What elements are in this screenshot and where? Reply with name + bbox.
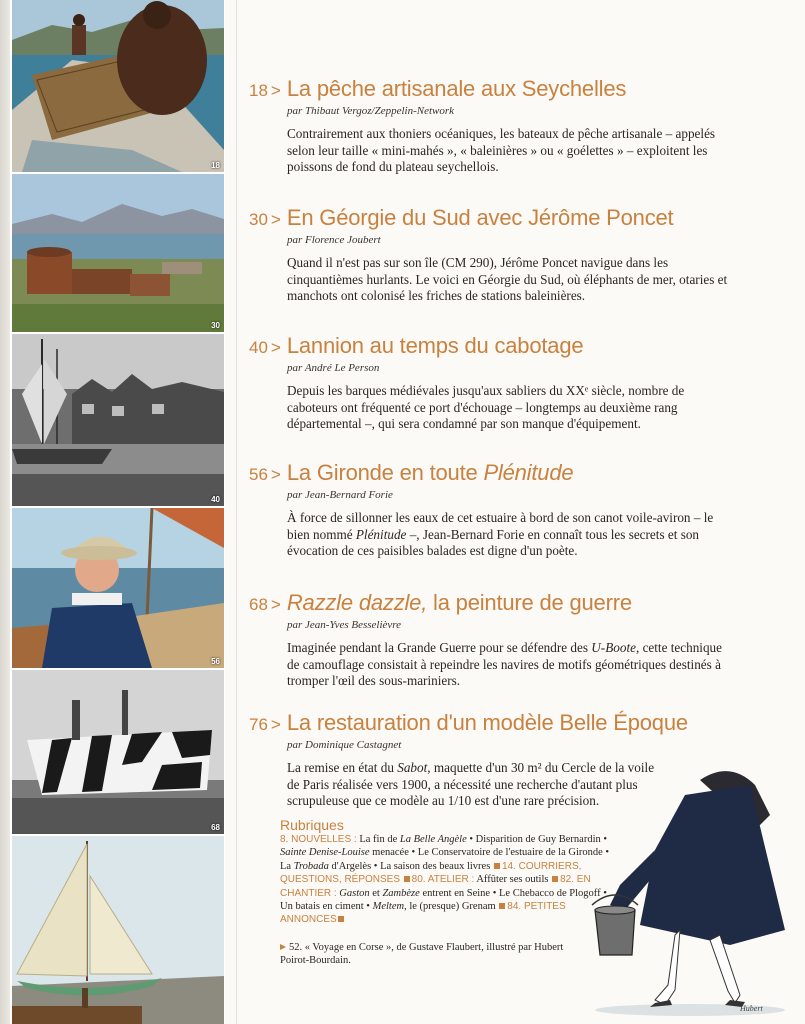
summary-part: Imaginée pendant la Grande Guerre pour se défendre des (287, 640, 592, 655)
square-bullet-icon (338, 916, 344, 922)
rubrique-atelier[interactable]: 80. ATELIER : (411, 874, 475, 886)
article-arrow: > (270, 595, 281, 614)
article-header (249, 590, 749, 616)
illustration-man-with-bucket (580, 755, 795, 1020)
article-page-number: 40 (249, 338, 268, 357)
article-gironde (249, 460, 749, 560)
article-seychelles (249, 76, 749, 176)
article-title (287, 460, 574, 486)
square-bullet-icon (404, 876, 410, 882)
article-header (249, 205, 749, 231)
article-header (249, 460, 749, 486)
rubriques-list (280, 833, 615, 927)
photo-seychelles-fishermen (12, 0, 224, 172)
illustration-footnote (280, 941, 580, 968)
article-page-number: 56 (249, 465, 268, 484)
triangle-bullet-icon (280, 944, 286, 950)
article-author: par Thibaut Vergoz/Zeppelin-Network (287, 105, 455, 117)
article-arrow: > (270, 81, 281, 100)
article-arrow: > (270, 338, 281, 357)
summary-part: maquette d'un 30 m² du Cercle de la voile de Paris réalisée vers 1900, a nécessité une recherche d'autant plus scrupuleuse que ce modèle au 1/10 est d'une rare précision. (287, 760, 655, 808)
photo-man-on-canoe (12, 508, 224, 668)
photo-georgia-whaling-station (12, 174, 224, 332)
photo-dazzle-ship (12, 670, 224, 834)
photo-page-number: 30 (211, 321, 220, 330)
article-georgie-du-sud (249, 205, 749, 305)
article-summary (287, 640, 737, 690)
article-author: par Florence Joubert (287, 234, 381, 246)
photo-model-sailboat (12, 836, 224, 1024)
article-title (287, 590, 632, 616)
article-page-number: 30 (249, 210, 268, 229)
square-bullet-icon (499, 903, 505, 909)
article-header (249, 333, 749, 359)
article-summary: Depuis les barques médiévales jusqu'aux sabliers du XXᵉ siècle, nombre de caboteurs ont fréquenté ce port d'échouage – longtemps au deuxième rang départemental –, qui sera condamné par son manque d'équipement. (287, 383, 685, 431)
article-razzle-dazzle (249, 590, 749, 690)
article-title: La pêche artisanale aux Seychelles (286, 76, 627, 101)
article-author: par André Le Person (287, 362, 380, 374)
article-header (249, 76, 749, 102)
summary-part: À force de sillonner les eaux de cet estuaire à bord de son canot voile-aviron – le bien nommé (287, 510, 714, 542)
article-page-number: 68 (249, 595, 268, 614)
article-header (249, 710, 749, 736)
rubrique-text: entrent en Seine • Le Chebacco de Plogoff • Un batais en ciment • (280, 887, 607, 913)
article-title: La restauration d'un modèle Belle Époque (286, 710, 688, 735)
article-summary: Contrairement aux thoniers océaniques, les bateaux de pêche artisanale – appelés selon leur taille « mini-mahés », « baleinières » ou « goélettes » – exploitent les poissons de fond du plateau seychellois. (287, 126, 716, 174)
rubrique-text-italic: Sainte Denise-Louise (280, 847, 370, 859)
article-author: par Dominique Castagnet (287, 739, 402, 751)
article-lannion (249, 333, 749, 433)
rubrique-text: et (369, 887, 383, 899)
article-arrow: > (270, 210, 281, 229)
summary-part: –, Jean-Bernard Forie en connaît tous les secrets et son évocation de ces paisibles balades est digne d'un poète. (287, 526, 700, 558)
photo-page-number: 68 (211, 823, 220, 832)
article-title-part: La Gironde en toute (286, 460, 484, 485)
photo-lannion-port (12, 334, 224, 506)
rubrique-courriers[interactable]: 14. COURRIERS, QUESTIONS, RÉPONSES (280, 860, 582, 886)
rubrique-text: • Disparition de Guy Bernardin • (466, 834, 608, 845)
rubrique-text-italic: Trobada (293, 860, 329, 872)
rubrique-text-italic: La Belle Angèle (399, 834, 467, 845)
square-bullet-icon (552, 876, 558, 882)
rubrique-text-italic: Meltem, (372, 901, 407, 913)
rubrique-text: le (presque) Grenam (406, 901, 496, 913)
rubrique-text: Affûter ses outils (474, 874, 549, 886)
rubriques-section (280, 817, 615, 927)
rubrique-nouvelles[interactable]: 8. NOUVELLES : (280, 834, 357, 845)
photo-page-number: 56 (211, 657, 220, 666)
summary-part: , cette technique de camouflage consistait à repeindre les navires de motifs géométriques destinés à tromper l'œil des sous-mariniers. (287, 640, 723, 688)
summary-part: La remise en état du (287, 760, 398, 775)
article-author: par Jean-Yves Besselièvre (287, 619, 402, 631)
article-title-italic: Plénitude (483, 460, 574, 485)
rubrique-chantier[interactable]: 82. EN CHANTIER : (280, 874, 591, 899)
article-title: Lannion au temps du cabotage (286, 333, 584, 358)
illustration-signature: Hubert (740, 1004, 763, 1013)
article-title-italic: Razzle dazzle, (286, 590, 428, 615)
rubriques-title: Rubriques (280, 817, 344, 833)
summary-italic: U-Boote (591, 640, 636, 655)
rubrique-text: d'Argelès • La saison des beaux livres (328, 860, 491, 872)
rubrique-text: La fin de (356, 834, 400, 845)
photo-page-number: 18 (211, 161, 220, 170)
article-page-number: 18 (249, 81, 268, 100)
article-author: par Jean-Bernard Forie (287, 489, 393, 501)
rubrique-text-italic: Zambèze (382, 887, 420, 899)
rubrique-text: menacée • Le Conservatoire de l'estuaire de la Gironde • La (280, 847, 610, 872)
article-summary: Quand il n'est pas sur son île (CM 290), Jérôme Poncet navigue dans les cinquantièmes hurlants. Le voici en Géorgie du Sud, où éléphants de mer, otaries et manchots ont colonisé les friches de stations baleinières. (287, 255, 728, 303)
summary-italic: Plénitude (355, 526, 407, 542)
article-title: En Géorgie du Sud avec Jérôme Poncet (286, 205, 674, 230)
square-bullet-icon (494, 863, 500, 869)
article-page-number: 76 (249, 715, 268, 734)
article-arrow: > (270, 715, 281, 734)
article-title-part: la peinture de guerre (427, 590, 632, 615)
summary-italic: Sabot, (397, 760, 431, 775)
rubrique-text-italic: Gaston (339, 887, 370, 899)
photo-column (10, 0, 225, 1024)
photo-page-number: 40 (211, 495, 220, 504)
article-arrow: > (270, 465, 281, 484)
article-summary (287, 510, 737, 560)
rubrique-annonces[interactable]: 84. PETITES ANNONCES (280, 901, 566, 926)
column-divider (236, 0, 237, 1024)
footnote-text: 52. « Voyage en Corse », de Gustave Flaubert, illustré par Hubert Poirot-Bourdain. (280, 942, 564, 967)
